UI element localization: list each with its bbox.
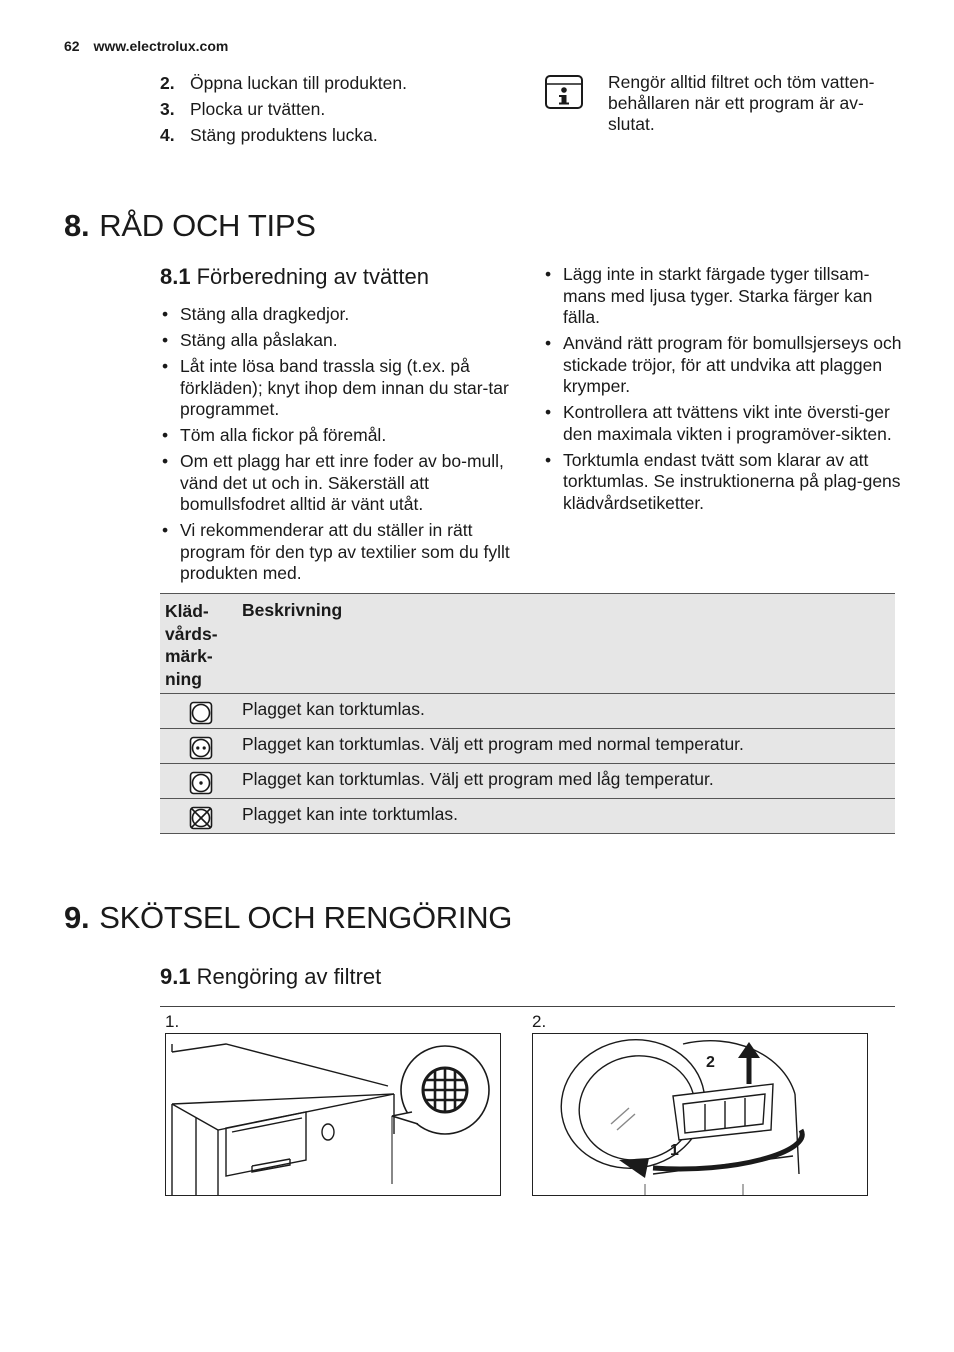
arrow-label-1: 1: [670, 1142, 679, 1159]
description-column-header: Beskrivning: [242, 600, 343, 620]
tumble-dry-low-icon: [189, 771, 213, 795]
filter-removal-illustration: [533, 1034, 867, 1195]
do-not-tumble-dry-icon: [189, 806, 213, 830]
care-label-table: [160, 593, 895, 834]
symbol-column-header: Kläd- vårds- märk- ning: [165, 601, 218, 689]
step-item: 4. Stäng produktens lucka.: [160, 125, 378, 145]
info-note: Rengör alltid filtret och töm vatten-behållaren när ett program är av-slutat.: [608, 72, 875, 134]
list-item: • Använd rätt program för bomullsjerseys och stickade tröjor, för att undvika att plaggen krymper.: [543, 333, 903, 398]
list-item: • Om ett plagg har ett inre foder av bo-mull, vänd det ut och in. Säkerställ att bomullsfodret alltid är vänt utåt.: [160, 451, 518, 516]
table-row: Plagget kan torktumlas.: [160, 694, 895, 729]
page-header: [64, 38, 228, 54]
table-row: Plagget kan torktumlas. Välj ett program med låg temperatur.: [160, 764, 895, 799]
figure-1: [165, 1033, 501, 1196]
page-number: 62: [64, 38, 80, 54]
preparation-list-right: [543, 264, 903, 519]
info-icon: [544, 74, 584, 110]
site-url: www.electrolux.com: [93, 38, 229, 54]
list-item: • Stäng alla dragkedjor.: [160, 304, 518, 326]
table-row: Plagget kan torktumlas. Välj ett program med normal temperatur.: [160, 729, 895, 764]
list-item: • Kontrollera att tvättens vikt inte översti-ger den maximala vikten i programöver-sikten.: [543, 402, 903, 445]
step-item: 2. Öppna luckan till produkten.: [160, 73, 407, 93]
section-9-heading: 9. SKÖTSEL OCH RENGÖRING: [64, 900, 513, 935]
figure-2: [532, 1033, 868, 1196]
table-row: Plagget kan inte torktumlas.: [160, 799, 895, 834]
dryer-filter-location-illustration: [166, 1034, 500, 1195]
preparation-list-left: [160, 304, 518, 589]
section-8-heading: 8. RÅD OCH TIPS: [64, 208, 316, 243]
list-item: • Torktumla endast tvätt som klarar av att torktumlas. Se instruktionerna på plag-gens klädvårdsetiketter.: [543, 450, 903, 515]
list-item: • Stäng alla påslakan.: [160, 330, 518, 352]
table-header-row: [160, 594, 895, 694]
subsection-9-1-heading: 9.1 Rengöring av filtret: [160, 964, 382, 989]
step-list: [160, 72, 520, 150]
subsection-8-1-heading: 8.1 Förberedning av tvätten: [160, 264, 429, 289]
tumble-dry-normal-icon: [189, 736, 213, 760]
list-item: • Lägg inte in starkt färgade tyger tillsam-mans med ljusa tyger. Starka färger kan fälla.: [543, 264, 903, 329]
tumble-dry-icon: [189, 701, 213, 725]
list-item: • Vi rekommenderar att du ställer in rätt program för den typ av textilier som du fyllt produkten med.: [160, 520, 518, 585]
list-item: • Töm alla fickor på föremål.: [160, 425, 518, 447]
section-rule: [160, 1006, 895, 1007]
figure-1-label: 1.: [165, 1012, 180, 1031]
list-item: • Låt inte lösa band trassla sig (t.ex. på förkläden); knyt ihop dem innan du star-tar programmet.: [160, 356, 518, 421]
arrow-label-2: 2: [706, 1054, 715, 1071]
step-item: 3. Plocka ur tvätten.: [160, 99, 326, 119]
figure-2-label: 2.: [532, 1012, 547, 1031]
